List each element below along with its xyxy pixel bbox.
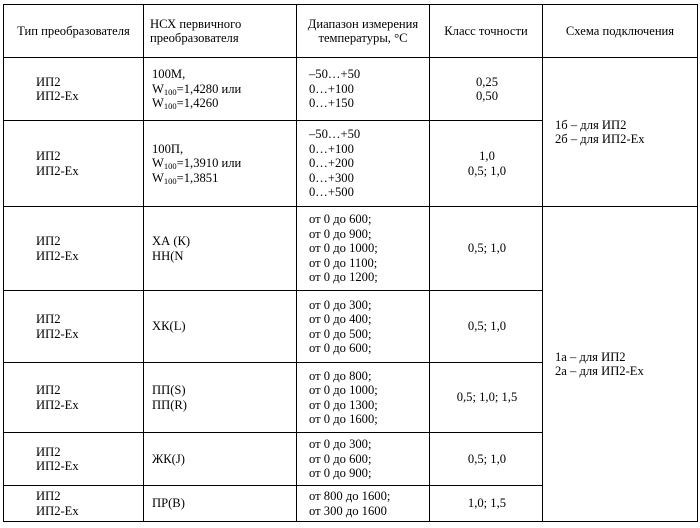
scheme-line: 1а – для ИП2 xyxy=(555,349,626,364)
nsx-value: =1,3910 или xyxy=(176,156,242,171)
range-line: 0…+150 xyxy=(309,96,354,111)
accuracy-cell xyxy=(430,207,543,291)
range-line: от 0 до 300; xyxy=(309,437,372,452)
accuracy-line: 0,5; 1,0; 1,5 xyxy=(456,390,518,405)
type-line: ИП2 xyxy=(36,312,61,327)
nsx-line xyxy=(152,96,290,110)
type-line: ИП2 xyxy=(36,383,61,398)
range-line: от 0 до 1300; xyxy=(309,397,378,412)
nsx-cell xyxy=(144,433,297,486)
nsx-line: ЖК(J) xyxy=(152,451,185,466)
scheme-line: 2а – для ИП2-Ех xyxy=(555,364,644,378)
type-line: ИП2 xyxy=(36,489,61,504)
accuracy-line: 0,25 xyxy=(475,74,499,89)
type-line: ИП2 xyxy=(36,74,61,89)
type-cell xyxy=(4,58,144,121)
nsx-value: =1,4280 или xyxy=(176,81,242,96)
accuracy-line: 0,5; 1,0 xyxy=(467,241,507,256)
nsx-cell xyxy=(144,363,297,433)
nsx-line xyxy=(152,171,290,185)
nsx-subscript: 100 xyxy=(163,86,177,97)
nsx-value: =1,3851 xyxy=(176,170,219,185)
type-cell xyxy=(4,486,144,522)
type-line: ИП2 xyxy=(36,149,61,164)
header-range-text: Диапазон измерения температуры, °С xyxy=(307,16,419,45)
accuracy-line: 1,0 xyxy=(479,149,495,164)
nsx-line xyxy=(152,156,290,170)
nsx-line: ХА (К) xyxy=(152,234,191,249)
scheme-cell-group2 xyxy=(543,207,698,522)
accuracy-line: 0,5; 1,0 xyxy=(467,319,507,334)
nsx-line: ПП(S) xyxy=(152,383,186,398)
range-cell xyxy=(297,207,430,291)
accuracy-cell xyxy=(430,291,543,363)
header-type xyxy=(4,5,144,58)
type-line: ИП2-Ex xyxy=(36,248,79,263)
range-line: от 0 до 1200; xyxy=(309,270,378,285)
header-accuracy xyxy=(430,5,543,58)
nsx-line: ПП(R) xyxy=(152,397,187,412)
table-row xyxy=(4,58,698,121)
range-cell xyxy=(297,433,430,486)
accuracy-cell xyxy=(430,433,543,486)
scheme-line: 1б – для ИП2 xyxy=(555,117,627,132)
type-line: ИП2-Ex xyxy=(36,89,79,103)
range-line: от 0 до 900; xyxy=(309,226,372,241)
scheme-cell-group1 xyxy=(543,58,698,207)
nsx-line: 100П, xyxy=(152,141,184,156)
range-line: от 0 до 300; xyxy=(309,297,372,312)
range-line: от 0 до 1000; xyxy=(309,241,378,256)
nsx-symbol: W xyxy=(152,81,164,96)
nsx-cell xyxy=(144,58,297,121)
range-line: от 0 до 600; xyxy=(309,451,372,466)
range-line: от 0 до 400; xyxy=(309,312,372,327)
type-cell xyxy=(4,207,144,291)
header-type-text: Тип преобразователя xyxy=(17,23,130,38)
accuracy-line: 0,50 xyxy=(475,89,499,103)
accuracy-cell xyxy=(430,486,543,522)
header-accuracy-text: Класс точности xyxy=(444,23,528,38)
accuracy-line: 0,5; 1,0 xyxy=(467,451,507,466)
range-line: от 0 до 800; xyxy=(309,368,372,383)
range-line: 0…+200 xyxy=(309,156,354,171)
accuracy-cell xyxy=(430,121,543,207)
scheme-line: 2б – для ИП2-Ех xyxy=(555,132,645,146)
nsx-line: ХК(L) xyxy=(152,319,186,334)
type-line: ИП2-Ex xyxy=(36,503,79,518)
accuracy-cell xyxy=(430,58,543,121)
table-row xyxy=(4,207,698,291)
range-line: 0…+300 xyxy=(309,170,354,185)
range-cell xyxy=(297,363,430,433)
header-nsx xyxy=(144,5,297,58)
header-nsx-text: НСХ первичного преобразователя xyxy=(150,16,242,45)
nsx-subscript: 100 xyxy=(163,175,177,186)
range-cell xyxy=(297,291,430,363)
range-line: от 0 до 600; xyxy=(309,340,372,355)
accuracy-line: 0,5; 1,0 xyxy=(467,163,507,178)
accuracy-cell xyxy=(430,363,543,433)
range-line: от 0 до 1000; xyxy=(309,383,378,398)
nsx-line: ПР(В) xyxy=(152,496,185,511)
nsx-line xyxy=(152,82,290,96)
nsx-symbol: W xyxy=(152,96,164,111)
nsx-symbol: W xyxy=(152,170,164,185)
range-line: от 0 до 1600; xyxy=(309,411,378,426)
type-line: ИП2 xyxy=(36,444,61,459)
type-cell xyxy=(4,121,144,207)
range-line: от 0 до 600; xyxy=(309,212,372,227)
nsx-value: =1,4260 xyxy=(176,96,219,111)
range-cell xyxy=(297,121,430,207)
converter-spec-table xyxy=(3,4,698,522)
header-range xyxy=(297,5,430,58)
nsx-cell xyxy=(144,207,297,291)
type-line: ИП2-Ex xyxy=(36,459,79,473)
nsx-cell xyxy=(144,486,297,522)
range-line: от 0 до 500; xyxy=(309,326,372,341)
nsx-symbol: W xyxy=(152,156,164,171)
type-line: ИП2-Ex xyxy=(36,326,79,341)
nsx-subscript: 100 xyxy=(163,161,177,172)
nsx-cell xyxy=(144,121,297,207)
range-line: от 800 до 1600; xyxy=(309,489,391,504)
range-line: 0…+100 xyxy=(309,81,354,96)
header-row xyxy=(4,5,698,58)
header-scheme-text: Схема подключения xyxy=(565,23,675,38)
nsx-line: 100М, xyxy=(152,67,186,82)
nsx-subscript: 100 xyxy=(163,101,177,112)
range-line: 0…+100 xyxy=(309,141,354,156)
type-line: ИП2-Ex xyxy=(36,397,79,412)
type-line: ИП2-Ex xyxy=(36,163,79,178)
range-line: от 0 до 900; xyxy=(309,466,372,481)
range-line: –50…+50 xyxy=(309,127,361,142)
nsx-line: НН(N xyxy=(152,248,184,263)
type-cell xyxy=(4,291,144,363)
range-line: от 0 до 1100; xyxy=(309,255,378,270)
accuracy-line: 1,0; 1,5 xyxy=(467,496,507,511)
type-line: ИП2 xyxy=(36,234,61,249)
type-cell xyxy=(4,363,144,433)
range-cell xyxy=(297,486,430,522)
range-line: –50…+50 xyxy=(309,67,361,82)
header-scheme xyxy=(543,5,698,58)
type-cell xyxy=(4,433,144,486)
range-line: 0…+500 xyxy=(309,185,354,200)
nsx-cell xyxy=(144,291,297,363)
range-line: от 300 до 1600 xyxy=(309,503,387,518)
range-cell xyxy=(297,58,430,121)
